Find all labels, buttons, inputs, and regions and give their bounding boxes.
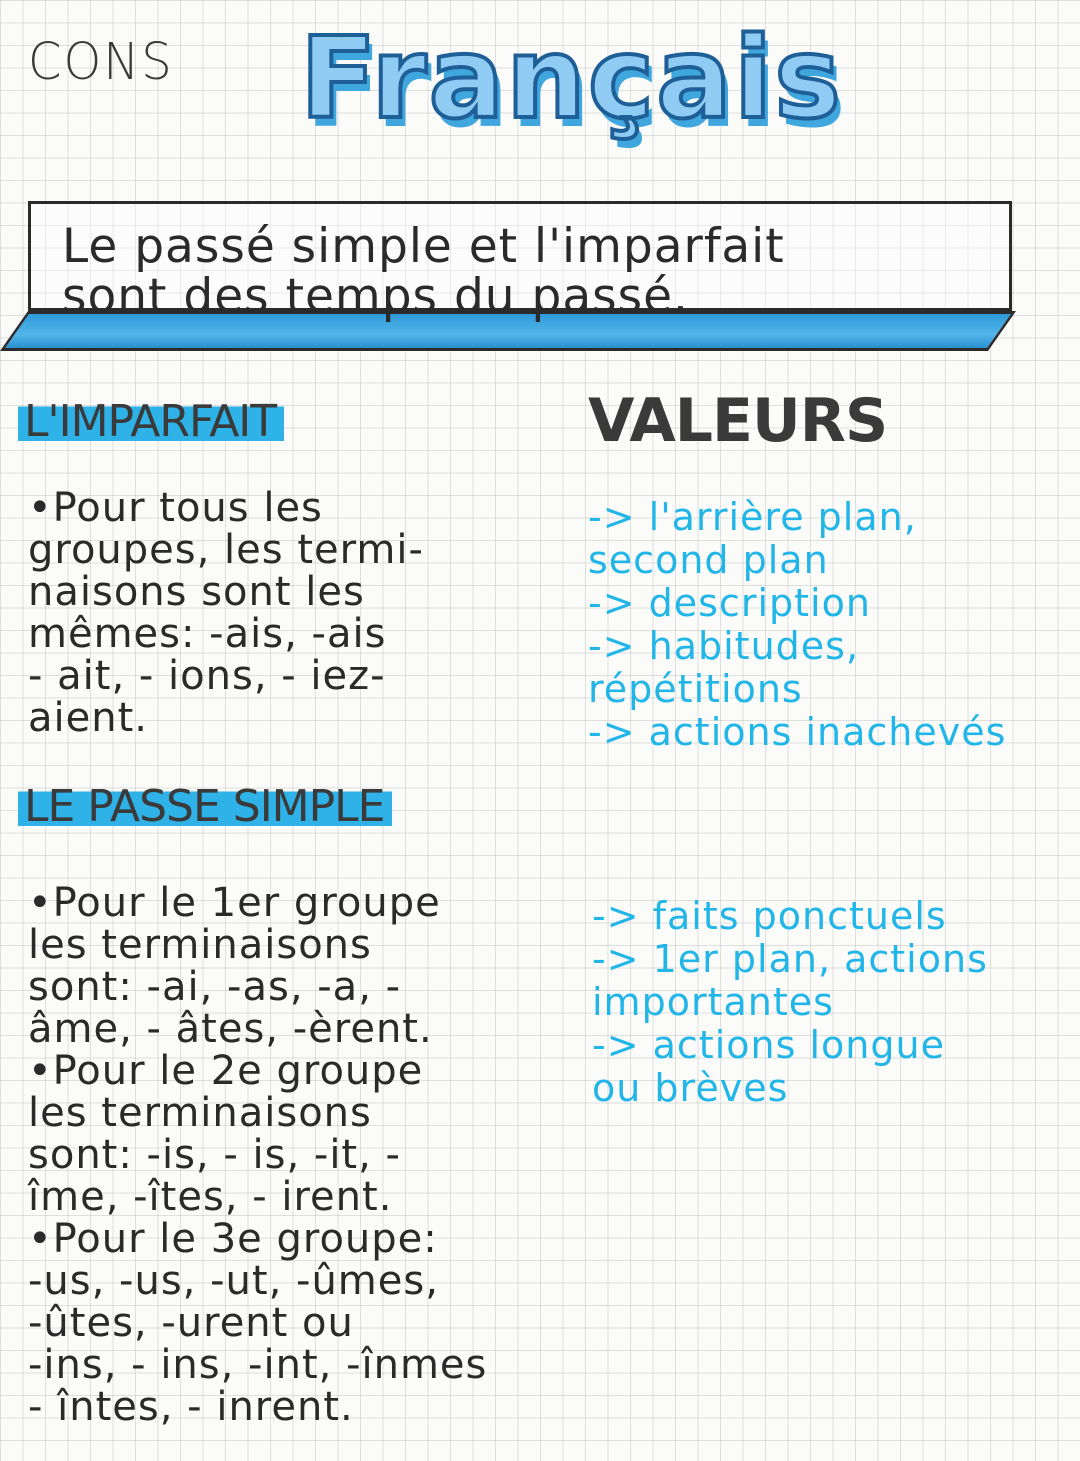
imparfait-rules [28, 487, 548, 739]
imparfait-line: mêmes: -ais, -ais [28, 611, 387, 657]
passe-simple-line: les terminaisons [28, 922, 372, 968]
passe-simple-line: -us, -us, -ut, -ûmes, [28, 1258, 439, 1304]
imparfait-line: groupes, les termi- [28, 527, 424, 573]
value-line: -> faits ponctuels [592, 894, 947, 938]
value-line: -> 1er plan, actions [592, 937, 988, 981]
passe-simple-line: •Pour le 3e groupe: [28, 1216, 438, 1262]
passe-simple-line: •Pour le 2e groupe [28, 1048, 424, 1094]
value-line: répétitions [588, 667, 803, 711]
imparfait-line: aient. [28, 695, 148, 741]
passe-simple-values [592, 895, 1072, 1110]
cons-label: CONS [28, 32, 174, 92]
intro-line: sont des temps du passé. [62, 269, 689, 324]
passe-simple-line: les terminaisons [28, 1090, 372, 1136]
passe-simple-line: îme, -îtes, - irent. [28, 1174, 393, 1220]
value-line: -> description [588, 581, 871, 625]
imparfait-heading: L'IMPARFAIT [18, 398, 284, 446]
imparfait-line: naisons sont les [28, 569, 365, 615]
passe-simple-line: sont: -ai, -as, -a, - [28, 964, 402, 1010]
page-title: Français [300, 14, 843, 144]
value-line: -> l'arrière plan, [588, 495, 917, 539]
imparfait-values [588, 496, 1068, 754]
passe-simple-line: - întes, - inrent. [28, 1384, 354, 1430]
valeurs-heading: VALEURS [588, 386, 888, 456]
passe-simple-rules [28, 882, 588, 1428]
intro-text [62, 219, 992, 324]
imparfait-line: •Pour tous les [28, 485, 323, 531]
value-line: -> actions inachevés [588, 710, 1007, 754]
value-line: -> habitudes, [588, 624, 860, 668]
passe-simple-heading: LE PASSE SIMPLE [18, 783, 392, 831]
value-line: importantes [592, 980, 834, 1024]
passe-simple-line: sont: -is, - is, -it, - [28, 1132, 401, 1178]
passe-simple-line: -ûtes, -urent ou [28, 1300, 354, 1346]
value-line: -> actions longue [592, 1023, 945, 1067]
value-line: second plan [588, 538, 829, 582]
intro-line: Le passé simple et l'imparfait [62, 219, 785, 274]
passe-simple-line: âme, - âtes, -èrent. [28, 1006, 433, 1052]
passe-simple-line: •Pour le 1er groupe [28, 880, 441, 926]
value-line: ou brèves [592, 1066, 789, 1110]
imparfait-line: - ait, - ions, - iez- [28, 653, 386, 699]
passe-simple-line: -ins, - ins, -int, -înmes [28, 1342, 488, 1388]
